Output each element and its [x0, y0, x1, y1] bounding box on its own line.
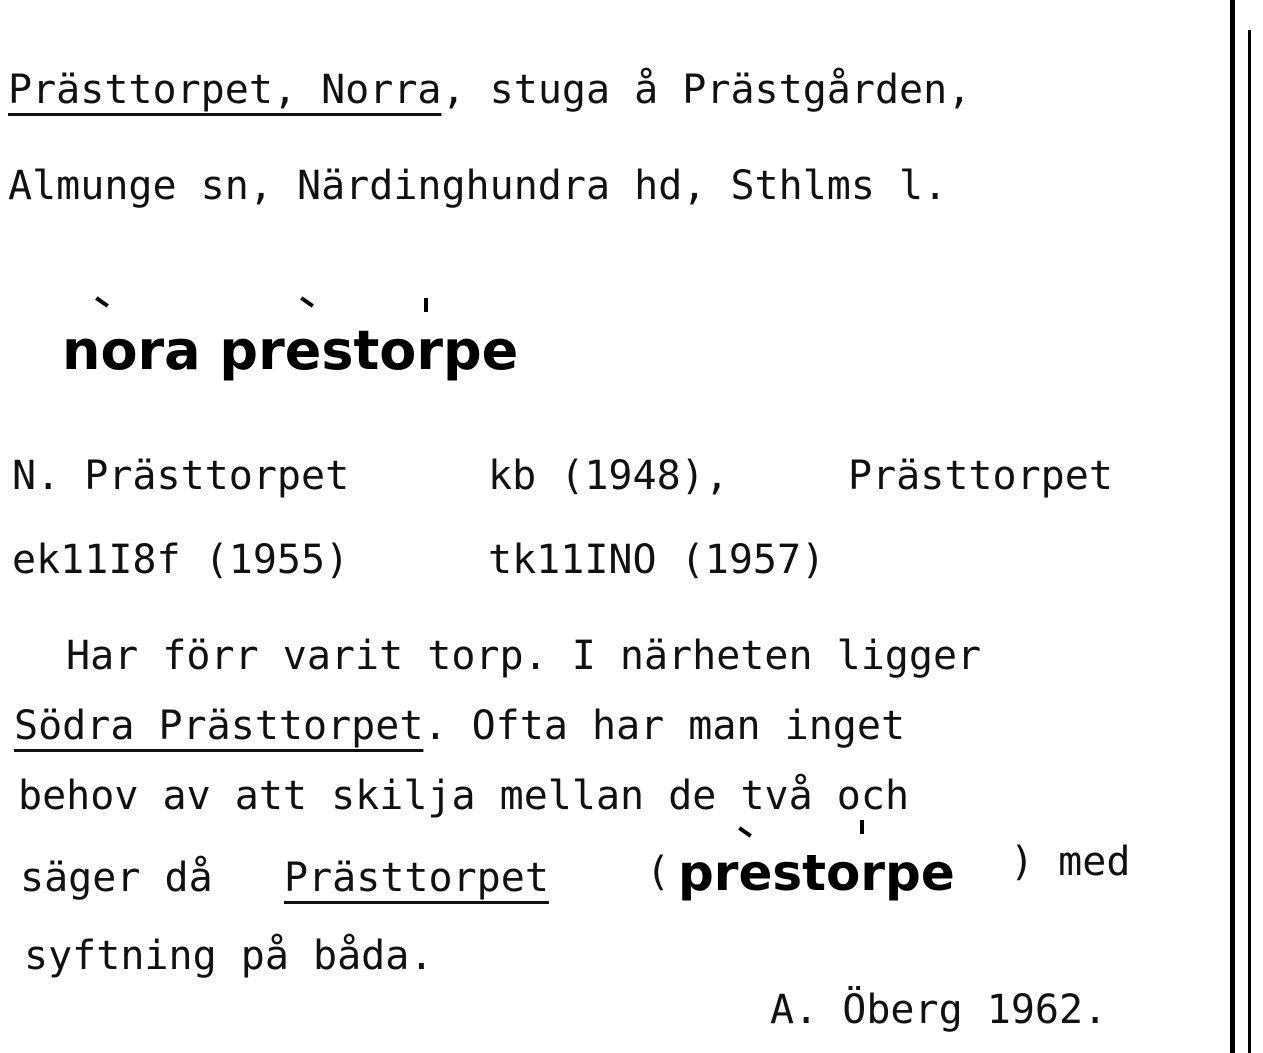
place-description: , stuga å Prästgården,	[441, 67, 972, 113]
location-line: Almunge sn, Närdinghundra hd, Sthlms l.	[8, 163, 948, 209]
source-entry-1: N. Prästtorpet	[12, 453, 350, 499]
stress-mark	[860, 820, 864, 834]
note-line-4-end: ) med	[1010, 839, 1131, 885]
place-name-underlined: Prästtorpet, Norra	[8, 67, 442, 113]
source-entry-2: kb (1948),	[488, 453, 729, 499]
card-edge-border	[1230, 0, 1235, 1053]
grave-accent-mark	[300, 296, 314, 307]
heading-line-1	[8, 67, 972, 113]
note-line-2-rest: . Ofta har man inget	[423, 703, 906, 749]
card-edge-border-inner	[1248, 30, 1251, 1053]
note-line-2	[14, 703, 906, 749]
note-line-1: Har förr varit torp. I närheten ligger	[66, 633, 982, 679]
handwritten-pronunciation-inline: prestorpe	[678, 844, 955, 902]
handwritten-pronunciation: nora prestorpe	[62, 319, 519, 382]
signature: A. Öberg 1962.	[770, 987, 1108, 1033]
note-line-4-underlined: Prästtorpet	[284, 855, 549, 901]
related-place-underlined: Södra Prästtorpet	[14, 703, 424, 749]
stress-mark	[424, 298, 428, 312]
note-line-5: syftning på båda.	[24, 933, 434, 979]
source-entry-4: ek11I8f (1955)	[12, 537, 350, 583]
grave-accent-mark	[738, 826, 752, 837]
grave-accent-mark	[95, 296, 109, 307]
note-line-3: behov av att skilja mellan de två och	[18, 773, 910, 819]
source-entry-3: Prästtorpet	[848, 453, 1113, 499]
paren-open: (	[646, 849, 671, 895]
source-entry-5: tk11INO (1957)	[488, 537, 826, 583]
note-line-4-start: säger då	[20, 855, 237, 901]
